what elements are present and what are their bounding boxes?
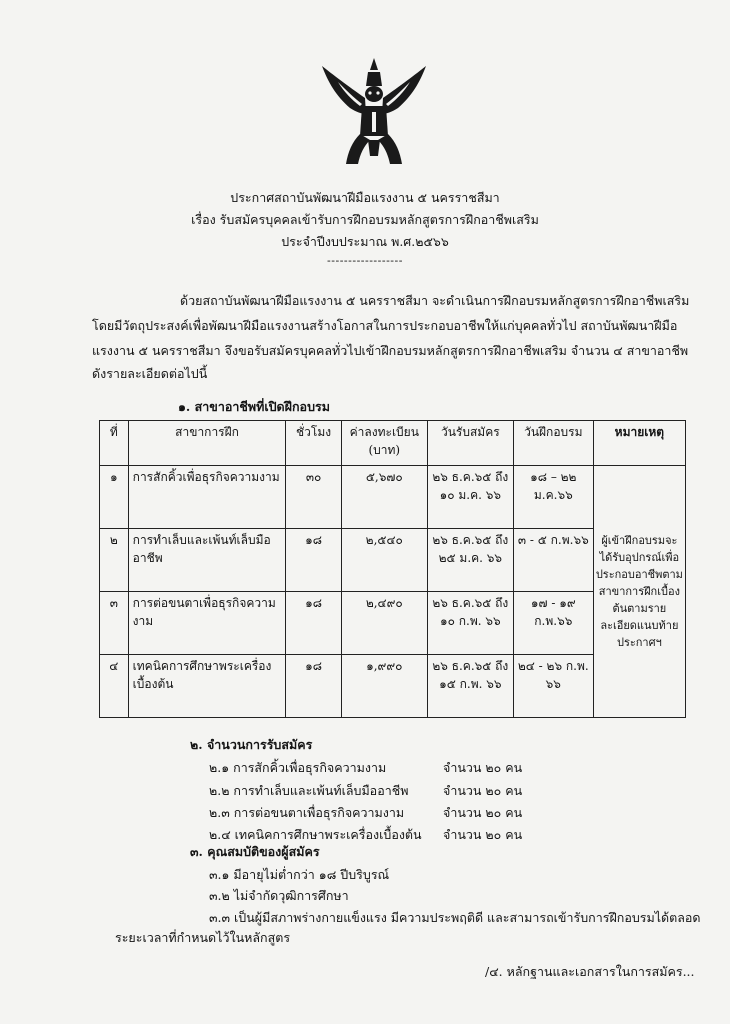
- intro-line-2: โดยมีวัตถุประสงค์เพื่อพัฒนาฝีมือแรงงานสร้างโอกาสในการประกอบอาชีพให้แก่บุคคลทั่วไป สถาบันพัฒนาฝีมือ: [92, 318, 678, 333]
- intro-line-3: แรงงาน ๕ นครราชสีมา จึงขอรับสมัครบุคคลทั่วไปเข้าฝึกอบรมหลักสูตรการฝึกอาชีพเสริม จำนวน ๔ สาขาอาชีพ: [92, 343, 689, 358]
- col-header-fee: ค่าลงทะเบียน (บาท): [341, 421, 427, 466]
- col-header-train: วันฝึกอบรม: [513, 421, 593, 466]
- quota-item-amount: จำนวน ๒๐ คน: [443, 827, 523, 842]
- row-hours: ๑๘: [286, 655, 341, 718]
- quota-item-label: ๒.๑ การสักคิ้วเพื่อธุรกิจความงาม: [209, 760, 387, 775]
- qualification-item-2: ๓.๒ ไม่จำกัดวุฒิการศึกษา: [209, 888, 349, 903]
- row-train: ๒๔ - ๒๖ ก.พ. ๖๖: [513, 655, 593, 718]
- row-remark: ผู้เข้าฝึกอบรมจะได้รับอุปกรณ์เพื่อประกอบอาชีพตามสาขาการฝึกเบื้องต้นตามรายละเอียดแนบท้ายประกาศฯ: [593, 466, 685, 718]
- row-hours: ๑๘: [286, 592, 341, 655]
- quota-item-label: ๒.๒ การทำเล็บและเพ้นท์เล็บมืออาชีพ: [209, 783, 409, 798]
- row-course: การทำเล็บและเพ้นท์เล็บมืออาชีพ: [128, 529, 286, 592]
- row-fee: ๒,๕๔๐: [341, 529, 427, 592]
- row-train: ๓ - ๕ ก.พ.๖๖: [513, 529, 593, 592]
- row-apply: ๒๖ ธ.ค.๖๕ ถึง ๒๕ ม.ค. ๖๖: [427, 529, 513, 592]
- row-hours: ๓๐: [286, 466, 341, 529]
- row-fee: ๒,๔๙๐: [341, 592, 427, 655]
- row-course: การสักคิ้วเพื่อธุรกิจความงาม: [128, 466, 286, 529]
- row-hours: ๑๘: [286, 529, 341, 592]
- row-no: ๓: [100, 592, 129, 655]
- fiscal-year: ประจำปีงบประมาณ พ.ศ.๒๕๖๖: [281, 234, 449, 249]
- qualification-item-3: ๓.๓ เป็นผู้มีสภาพร่างกายแข็งแรง มีความประพฤติดี และสามารถเข้ารับการฝึกอบรมได้ตลอด: [209, 910, 701, 925]
- section-1-title: ๑. สาขาอาชีพที่เปิดฝึกอบรม: [178, 399, 330, 414]
- row-train: ๑๗ - ๑๙ ก.พ.๖๖: [513, 592, 593, 655]
- qualification-item-3-cont: ระยะเวลาที่กำหนดไว้ในหลักสูตร: [115, 930, 291, 945]
- row-fee: ๕,๖๗๐: [341, 466, 427, 529]
- row-no: ๔: [100, 655, 129, 718]
- garuda-emblem-icon: [318, 56, 430, 168]
- announcement-title: ประกาศสถาบันพัฒนาฝีมือแรงงาน ๕ นครราชสีมา: [230, 190, 500, 205]
- intro-line-1: ด้วยสถาบันพัฒนาฝีมือแรงงาน ๕ นครราชสีมา จะดำเนินการฝึกอบรมหลักสูตรการฝึกอาชีพเสริม: [180, 293, 690, 308]
- table-header-row: [100, 421, 686, 466]
- announcement-subject: เรื่อง รับสมัครบุคคลเข้ารับการฝึกอบรมหลักสูตรการฝึกอาชีพเสริม: [191, 212, 539, 227]
- row-train: ๑๘ – ๒๒ ม.ค.๖๖: [513, 466, 593, 529]
- section-3-title: ๓. คุณสมบัติของผู้สมัคร: [190, 844, 320, 859]
- intro-line-4: ดังรายละเอียดต่อไปนี้: [92, 366, 208, 381]
- qualification-item-1: ๓.๑ มีอายุไม่ต่ำกว่า ๑๘ ปีบริบูรณ์: [209, 867, 390, 882]
- quota-item-amount: จำนวน ๒๐ คน: [443, 805, 523, 820]
- quota-item-amount: จำนวน ๒๐ คน: [443, 783, 523, 798]
- row-course: เทคนิคการศึกษาพระเครื่องเบื้องต้น: [128, 655, 286, 718]
- row-fee: ๑,๙๙๐: [341, 655, 427, 718]
- row-no: ๑: [100, 466, 129, 529]
- row-course: การต่อขนตาเพื่อธุรกิจความงาม: [128, 592, 286, 655]
- row-apply: ๒๖ ธ.ค.๖๕ ถึง ๑๐ ก.พ. ๖๖: [427, 592, 513, 655]
- row-apply: ๒๖ ธ.ค.๖๕ ถึง ๑๕ ก.พ. ๖๖: [427, 655, 513, 718]
- row-no: ๒: [100, 529, 129, 592]
- section-2-title: ๒. จำนวนการรับสมัคร: [190, 737, 313, 752]
- col-header-course: สาขาการฝึก: [128, 421, 286, 466]
- col-header-apply: วันรับสมัคร: [427, 421, 513, 466]
- quota-item-label: ๒.๓ การต่อขนตาเพื่อธุรกิจความงาม: [209, 805, 405, 820]
- col-header-remark: หมายเหตุ: [593, 421, 685, 466]
- col-header-hours: ชั่วโมง: [286, 421, 341, 466]
- quota-item-label: ๒.๔ เทคนิคการศึกษาพระเครื่องเบื้องต้น: [209, 827, 422, 842]
- course-table: [99, 420, 686, 718]
- row-apply: ๒๖ ธ.ค.๖๕ ถึง ๑๐ ม.ค. ๖๖: [427, 466, 513, 529]
- quota-item-amount: จำนวน ๒๐ คน: [443, 760, 523, 775]
- header-divider: ------------------: [327, 254, 403, 267]
- continuation-note: /๔. หลักฐานและเอกสารในการสมัคร...: [485, 964, 695, 979]
- table-row: [100, 466, 686, 529]
- col-header-no: ที่: [100, 421, 129, 466]
